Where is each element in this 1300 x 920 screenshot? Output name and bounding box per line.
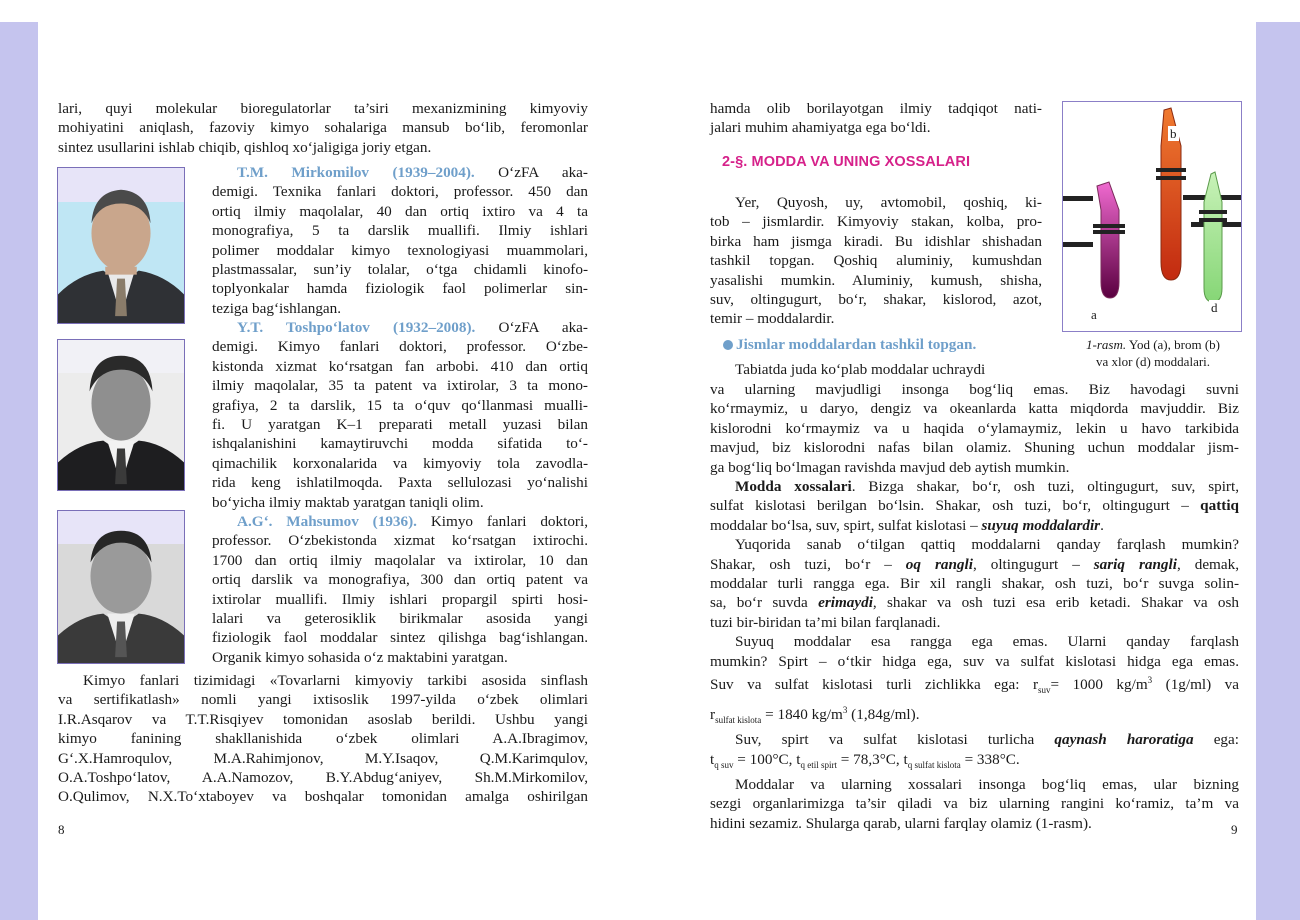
text-line: bo‘yicha ilmiy maktab yaratgan taniqli olim. (212, 493, 484, 511)
text-fragment: t (796, 750, 801, 768)
text-line: ortiq ilmiy maqolalar, 40 dan ortiq ixtiro va 4 ta (212, 202, 588, 220)
text-line: fiziologik faol moddalar sintez qilishga bag‘ishlangan. (212, 629, 588, 647)
section-title: 2-§. MODDA VA UNING XOSSALARI (722, 154, 971, 170)
text-fragment: , shakar va osh tuzi esa erib ketadi. Shakar va osh (872, 594, 1240, 612)
text-line (710, 730, 1239, 749)
text-line: O.Qulimov, N.X.To‘xtaboyev va boshqalar tomonidan amalga oshirilgan (58, 788, 588, 806)
text-line: ishqalanishini kamaytiruvchi modda sifatida to‘- (212, 435, 588, 453)
text-line (710, 701, 1239, 731)
text-fragment: r (710, 705, 716, 723)
right-page-margin (1256, 22, 1300, 920)
text-line: professor. O‘zbekistonda xizmat ko‘rsatgan ixtirochi. (212, 532, 588, 550)
text-line: demigi. Texnika fanlari doktori, professor. 450 dan (212, 183, 588, 201)
iodine-tube (1097, 182, 1119, 298)
text-fragment: , oltingugurt – (972, 555, 1094, 573)
subscript: q suv (714, 759, 734, 770)
text-line: tashkil topgan. Qoshiq aluminiy, kumushdan (710, 252, 1042, 270)
subscript: q sulfat kislota (907, 759, 961, 770)
text-fragment: = 1840 kg/m (761, 705, 843, 723)
figure-label-d: d (1211, 300, 1218, 315)
text-line (710, 555, 1239, 574)
figure-halogen-tubes (1062, 101, 1242, 332)
bio-name: Y.T. Toshpo‘latov (1932–2008). (237, 319, 476, 336)
text-line: O.A.Toshpo‘latov, A.A.Namozov, B.Y.Abdug‘aniyev, Sh.M.Mirkomilov, (58, 769, 588, 787)
text-line: kistonda xizmat ko‘rsatgan fan arbobi. 410 dan ortiq (212, 357, 588, 375)
text-fragment: (1,84g/ml). (847, 705, 920, 723)
page-number-right: 9 (1231, 822, 1238, 837)
text-fragment: = 1000 kg/m (1050, 676, 1148, 694)
text-line: tob – jismlardir. Kimyoviy stakan, kolba, pro- (710, 213, 1042, 231)
figure-caption (1066, 336, 1240, 370)
subscript: suv (1038, 685, 1051, 696)
bio-toshpolatov (212, 318, 588, 512)
text-line: teziga bag‘ishlangan. (212, 299, 342, 317)
text-line: G‘.X.Hamroqulov, M.A.Rahimjonov, M.Y.Isaqov, Q.M.Karimqulov, (58, 749, 588, 767)
text-line: hidini sezamiz. Shularga qarab, ularni farqlay olamiz (1-rasm). (710, 814, 1092, 832)
text-fragment: O‘zFA aka- (475, 319, 588, 336)
text-line: demigi. Kimyo fanlari doktori, professor. O‘zbe- (212, 338, 588, 356)
text-fragment: t (710, 750, 715, 768)
text-line: ko‘rmaymiz, u daryo, dengiz va okeanlarda katta miqdorda mavjuddir. Biz (710, 400, 1239, 418)
text-line: va ularning mavjudligi insonga bog‘liq emas. Biz havodagi suvni (710, 381, 1239, 398)
text-line: polimer moddalar kimyo texnologiyasi muammolari, (212, 241, 588, 259)
text-fragment: Suv, spirt va sulfat kislotasi turlicha (735, 731, 1055, 749)
right-top-lines (710, 99, 1042, 138)
text-line: temir – moddalardir. (710, 310, 835, 328)
emphasis-term: sariq rangli (1093, 555, 1177, 573)
figure-label-b: b (1170, 126, 1177, 141)
text-line (710, 496, 1239, 515)
emphasis-term: suyuq moddalardir (981, 516, 1101, 534)
text-line: Kimyo fanlari tizimidagi «Tovarlarni kimyoviy tarkibi asosida sinflash (83, 672, 588, 689)
bullet-icon (723, 340, 733, 350)
text-line: suv, oltingugurt, bo‘r, shakar, kislorod, azot, (710, 291, 1042, 309)
text-line: ga bog‘liq bo‘lmagan ravishda mavjud deb aytish mumkin. (710, 458, 1070, 476)
text-line: va sertifikatlash» nomli yangi ixtisoslik 1997-yilda o‘zbek olimlari (58, 691, 588, 709)
left-page-margin (0, 22, 38, 920)
text-line: lalari va geterosiklik birikmalar asosida yangi (212, 610, 588, 628)
text-line (710, 516, 1239, 535)
text-line: I.R.Asqarov va T.T.Risqiyev tomonidan asoslab berildi. Ushbu yangi (58, 710, 588, 728)
text-line (710, 671, 1239, 701)
text-line: Yer, Quyosh, uy, avtomobil, qoshiq, ki- (735, 194, 1042, 211)
text-line: ixtirolar muallifi. Ilmiy ishlari propargil spirti hosi- (212, 590, 588, 608)
portrait-mirkomilov (57, 167, 185, 324)
text-fragment: (1g/ml) va (1152, 676, 1240, 694)
emphasis-term: erimaydi (818, 594, 873, 612)
caption-label: 1-rasm. (1086, 337, 1127, 352)
text-line: qimachilik korxonalarida va kimyoviy tola zavodla- (212, 454, 588, 472)
figure-label-a: a (1091, 307, 1097, 322)
text-line: plastmassalar, sun’iy tolalar, o‘tga chidamli kinofo- (212, 261, 588, 279)
text-line: lari, quyi molekular bioregulatorlar ta’siri mexanizmining kimyoviy (58, 100, 588, 117)
bold-term: Modda xossalari (735, 478, 852, 496)
text-fragment: Suv va sulfat kislotasi turli zichlikka ega: r (710, 676, 1039, 694)
subscript: sulfat kislota (715, 714, 762, 725)
text-fragment: sulfat kislotasi berilgan bo‘lsin. Shakar, osh tuzi, bo‘r, oltingugurt – (710, 497, 1201, 515)
bio-name: A.G‘. Mahsumov (1936). (237, 513, 417, 530)
text-line: monografiya, 5 ta darslik muallifi. Ilmiy ishlari (212, 222, 588, 240)
text-fragment: ega: (1193, 731, 1239, 749)
right-main-body (710, 380, 1239, 833)
text-line: ilmiy maqolalar, 35 ta patent va ixtirolar, 3 ta mono- (212, 377, 588, 395)
text-line: fi. U yaratgan K–1 preparati metall yuzasi bilan (212, 416, 588, 434)
text-line: moddalar turli rangga ega. Bir xil rangli shakar, osh tuzi, bo‘r suvga solin- (710, 575, 1239, 593)
text-line: ortiq darslik va monografiya, 300 dan ortiq patent va (212, 571, 588, 589)
text-fragment: O‘zFA aka- (474, 164, 588, 181)
text-line (710, 750, 1239, 775)
text-fragment: = 100°C, (733, 750, 797, 768)
text-fragment: moddalar bo‘lsa, suv, spirt, sulfat kislotasi – (710, 516, 982, 534)
bold-term: qattiq (1200, 497, 1239, 515)
caption-text: va xlor (d) moddalari. (1095, 354, 1211, 369)
emphasis-term: oq rangli (905, 555, 973, 573)
right-paragraph-1 (710, 193, 1042, 329)
text-line: jalari muhim ahamiyatga ega bo‘ldi. (710, 119, 931, 137)
text-line: mohiyatini aniqlash, fazoviy kimyo sohalariga mansub bo‘lib, feromonlar (58, 119, 588, 137)
bio-mahsumov (212, 512, 588, 667)
bio-mirkomilov (212, 163, 588, 318)
text-fragment: = 78,3°C, (836, 750, 904, 768)
text-line: birka ham jismga kiradi. Bu idishlar shishadan (710, 232, 1042, 250)
superscript: 3 (1147, 675, 1153, 686)
text-line: sezgi organlarimizga ta’sir qiladi va biz ularning rangini ko‘ramiz, ta’m va (710, 795, 1239, 813)
text-fragment: t (903, 750, 908, 768)
text-line: tuzi bir-biridan ta’mi bilan farqlanadi. (710, 613, 941, 631)
text-line (710, 593, 1239, 612)
left-intro (58, 99, 588, 157)
text-line: 1700 dan ortiq ilmiy maqolalar va ixtirolar, 10 dan (212, 551, 588, 569)
text-fragment: Shakar, osh tuzi, bo‘r – (710, 555, 906, 573)
text-fragment: Kimyo fanlari doktori, (416, 513, 588, 530)
text-line: kimyo fanining shakllanishida o‘zbek olimlari A.A.Ibragimov, (58, 730, 588, 748)
text-line: sintez usullarini ishlab chiqib, qishloq xo‘jaligiga joriy etgan. (58, 138, 432, 156)
right-paragraph-2-first (735, 360, 1045, 379)
text-fragment: . (1100, 516, 1104, 534)
text-line: Moddalar va ularning xossalari insonga bog‘liq emas, ular bizning (735, 775, 1239, 793)
text-line: Suyuq moddalar esa rangga ega emas. Ularni qanday farqlash (735, 633, 1239, 651)
text-line (710, 477, 1239, 496)
subscript: q etil spirt (800, 759, 837, 770)
text-line: Organik kimyo sohasida o‘z maktabini yaratgan. (212, 648, 508, 666)
text-line: mavjud, biz kislorodni nafas bilan olamiz. Shuning uchun moddalar jism- (710, 439, 1239, 457)
text-line: Tabiatda juda ko‘plab moddalar uchraydi (735, 361, 986, 378)
left-closing-paragraph (58, 671, 588, 807)
text-fragment: = 338°C. (960, 750, 1020, 768)
text-line: rida keng ishlatilmoqda. Paxta sellulozasi yo‘nalishi (212, 474, 588, 492)
text-line: Yuqorida sanab o‘tilgan qattiq moddalarni qanday farqlash mumkin? (735, 536, 1239, 554)
chlorine-tube (1204, 172, 1222, 302)
test-tubes-illustration (1063, 102, 1242, 332)
text-fragment: , demak, (1176, 555, 1240, 573)
text-line: yasalishi mumkin. Aluminiy, kumush, shisha, (710, 271, 1042, 289)
text-fragment: sa, bo‘r suvda (710, 594, 819, 612)
text-line: toplyonkalar hamda fiziologik faol polimerlar sin- (212, 280, 588, 298)
text-line: kislorodni ko‘rmaymiz va u haqida o‘ylamaymiz, lekin u havo tarkibida (710, 419, 1239, 437)
caption-text: Yod (a), brom (b) (1126, 337, 1220, 352)
text-fragment: . Bizga shakar, bo‘r, osh tuzi, oltingugurt, suv, spirt, (851, 478, 1239, 496)
portrait-mahsumov (57, 510, 185, 664)
text-line: mumkin? Spirt – o‘tkir hidga ega, suv va sulfat kislotasi hidga ega emas. (710, 652, 1239, 670)
emphasis-term: qaynash haroratiga (1054, 731, 1194, 749)
page-number-left: 8 (58, 822, 65, 837)
portrait-toshpolatov (57, 339, 185, 491)
bullet-heading: Jismlar moddalardan tashkil topgan. (736, 336, 977, 353)
bio-name: T.M. Mirkomilov (1939–2004). (237, 164, 475, 181)
text-line: grafiya, 2 ta darslik, 15 ta o‘quv qo‘llanmasi mualli- (212, 396, 588, 414)
text-line: hamda olib borilayotgan ilmiy tadqiqot nati- (710, 100, 1042, 117)
superscript: 3 (842, 704, 848, 715)
